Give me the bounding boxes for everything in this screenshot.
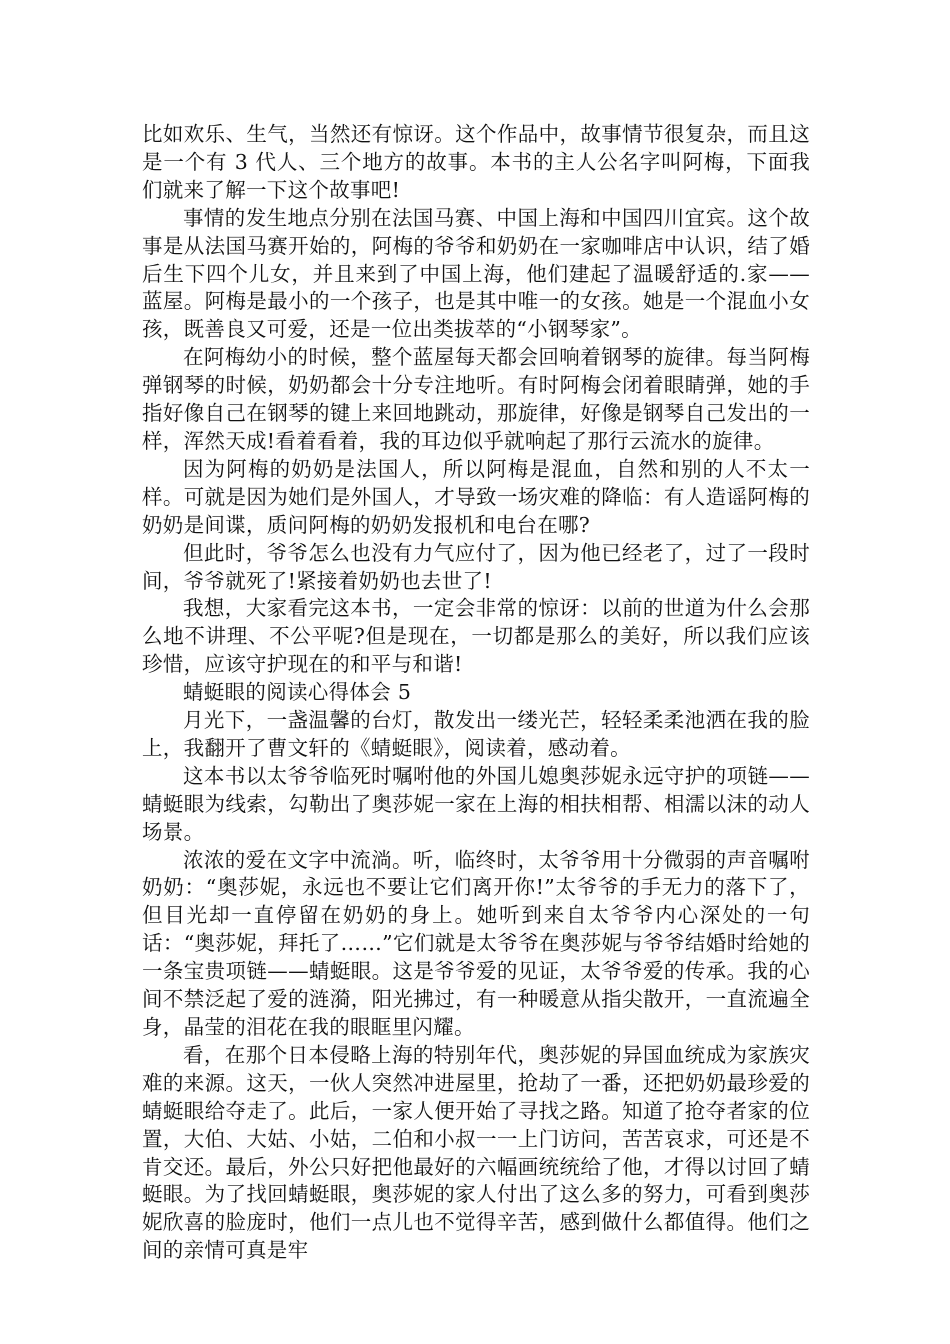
- paragraph-4: 因为阿梅的奶奶是法国人，所以阿梅是混血，自然和别的人不太一样。可就是因为她们是外国人，才导致一场灾难的降临：有人造谣阿梅的奶奶是间谍，质问阿梅的奶奶发报机和电台在哪?: [142, 456, 810, 537]
- paragraph-2: 事情的发生地点分别在法国马赛、中国上海和中国四川宜宾。这个故事是从法国马赛开始的，阿梅的爷爷和奶奶在一家咖啡店中认识，结了婚后生下四个儿女，并且来到了中国上海，他们建起了温暖舒适的.家——蓝屋。阿梅是最小的一个孩子，也是其中唯一的女孩。她是一个混血小女孩，既善良又可爱，还是一位出类拔萃的“小钢琴家”。: [142, 205, 810, 342]
- paragraph-1: 比如欢乐、生气，当然还有惊讶。这个作品中，故事情节很复杂，而且这是一个有 3 代人、三个地方的故事。本书的主人公名字叫阿梅，下面我们就来了解一下这个故事吧!: [142, 122, 810, 202]
- section-heading: 蜻蜓眼的阅读心得体会 5: [183, 680, 412, 705]
- paragraph-8: 这本书以太爷爷临死时嘱咐他的外国儿媳奥莎妮永远守护的项链——蜻蜓眼为线索，勾勒出了奥莎妮一家在上海的相扶相帮、相濡以沫的动人场景。: [142, 763, 810, 844]
- paragraph-6: 我想，大家看完这本书，一定会非常的惊讶：以前的世道为什么会那么地不讲理、不公平呢?但是现在，一切都是那么的美好，所以我们应该珍惜，应该守护现在的和平与和谐!: [142, 596, 810, 677]
- paragraph-10: 看，在那个日本侵略上海的特别年代，奥莎妮的异国血统成为家族灾难的来源。这天，一伙人突然冲进屋里，抢劫了一番，还把奶奶最珍爱的蜻蜓眼给夺走了。此后，一家人便开始了寻找之路。知道了抢夺者家的位置，大伯、大姑、小姑，二伯和小叔一一上门访问，苦苦哀求，可还是不肯交还。最后，外公只好把他最好的六幅画统统给了他，才得以讨回了蜻蜓眼。为了找回蜻蜓眼，奥莎妮的家人付出了这么多的努力，可看到奥莎妮欣喜的脸庞时，他们一点儿也不觉得辛苦，感到做什么都值得。他们之间的亲情可真是牢: [142, 1042, 810, 1263]
- paragraph-7: 月光下，一盏温馨的台灯，散发出一缕光芒，轻轻柔柔池洒在我的脸上，我翻开了曹文轩的《蜻蜓眼》，阅读着，感动着。: [142, 708, 810, 760]
- paragraph-9: 浓浓的爱在文字中流淌。听，临终时，太爷爷用十分微弱的声音嘱咐奶奶：“奥莎妮，永远也不要让它们离开你!”太爷爷的手无力的落下了，但目光却一直停留在奶奶的身上。她听到来自太爷爷内心深处的一句话：“奥莎妮，拜托了……”它们就是太爷爷在奥莎妮与爷爷结婚时给她的一条宝贵项链——蜻蜓眼。这是爷爷爱的见证，太爷爷爱的传承。我的心间不禁泛起了爱的涟漪，阳光拂过，有一种暖意从指尖散开，一直流遍全身，晶莹的泪花在我的眼眶里闪耀。: [142, 847, 810, 1039]
- paragraph-3: 在阿梅幼小的时候，整个蓝屋每天都会回响着钢琴的旋律。每当阿梅弹钢琴的时候，奶奶都会十分专注地听。有时阿梅会闭着眼睛弹，她的手指好像自己在钢琴的键上来回地跳动，那旋律，好像是钢琴自己发出的一样，浑然天成!看着看着，我的耳边似乎就响起了那行云流水的旋律。: [142, 345, 810, 453]
- document-page: [142, 121, 810, 1265]
- paragraph-5: 但此时，爷爷怎么也没有力气应付了，因为他已经老了，过了一段时间，爷爷就死了!紧接着奶奶也去世了!: [142, 540, 810, 593]
